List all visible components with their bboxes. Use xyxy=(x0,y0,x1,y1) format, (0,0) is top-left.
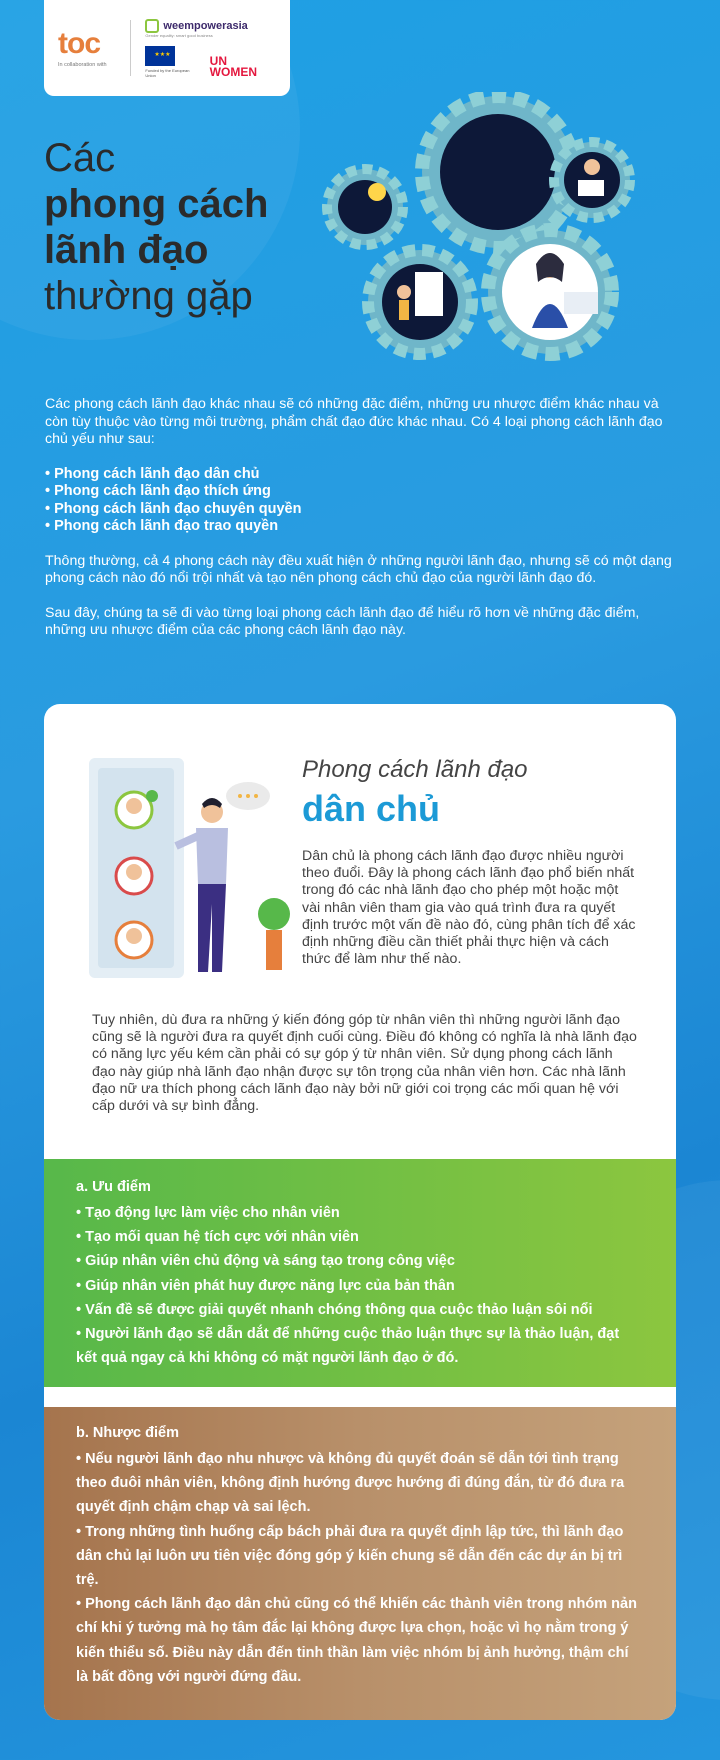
logo-card xyxy=(44,0,290,96)
intro-paragraph-2: Thông thường, cả 4 phong cách này đều xuất hiện ở những người lãnh đạo, nhưng sẽ có một dạng phong cách nào đó nổi trội nhất và tạo nên phong cách chủ đạo của người lãnh đạo đó. xyxy=(45,552,672,586)
card-title: dân chủ xyxy=(302,788,441,829)
weempower-tagline: Gender equality: smart good business xyxy=(145,32,213,38)
page-title xyxy=(44,135,268,319)
advantages-heading: a. Ưu điểm xyxy=(76,1179,151,1195)
eu-flag-icon: ★★★ xyxy=(145,46,175,66)
list-item: • Người lãnh đạo sẽ dẫn dắt để những cuộc thảo luận thực sự là thảo luận, đạt kết quả ngay cả khi không có mặt người lãnh đạo ở đó. xyxy=(76,1326,620,1367)
weempowerasia-logo: weempowerasia xyxy=(145,19,276,33)
leadership-styles-list xyxy=(45,466,675,536)
card-description: Dân chủ là phong cách lãnh đạo được nhiều người theo đuổi. Đây là phong cách lãnh đạo phổ biến nhất trong đó các nhà lãnh đạo cho phép một hoặc một vài nhân viên tham gia vào quá trình đưa ra quyết định trước một vấn đề nào đó, cùng phân tích để xác định những điều cần thiết phải thực hiện và cách thức để làm như thế nào. xyxy=(302,848,636,968)
lightbulb-icon xyxy=(368,183,386,201)
intro-section xyxy=(45,396,675,657)
title-line-4: thường gặp xyxy=(44,274,253,318)
disadvantages-section xyxy=(44,1407,676,1720)
list-item: • Giúp nhân viên phát huy được năng lực của bản thân xyxy=(76,1277,455,1294)
list-item: • Phong cách lãnh đạo thích ứng xyxy=(45,483,271,499)
intro-paragraph-1: Các phong cách lãnh đạo khác nhau sẽ có những đặc điểm, những ưu nhược điểm khác nhau và còn tùy thuộc vào từng môi trường, phẩm chất đạo đức khác nhau. Có 4 loại phong cách lãnh đạo chủ yếu như sau: xyxy=(45,396,663,447)
avatar-icon xyxy=(116,858,152,894)
democratic-style-card xyxy=(44,704,676,1720)
gear-icon xyxy=(327,169,403,245)
list-item: • Vấn đề sẽ được giải quyết nhanh chóng thông qua cuộc thảo luận sôi nổi xyxy=(76,1301,593,1318)
title-line-2: phong cách xyxy=(44,182,269,226)
title-line-3: lãnh đạo xyxy=(44,228,209,272)
list-item: • Nếu người lãnh đạo nhu nhược và không đủ quyết đoán sẽ dẫn tới tình trạng theo đuôi nhân viên, không định hướng được hướng đi đúng đắn, từ đó đưa ra quyết định chậm chạp và sai lệch. xyxy=(76,1451,625,1516)
disadvantages-heading: b. Nhược điểm xyxy=(76,1425,179,1441)
gears-illustration xyxy=(320,92,650,372)
toc-logo-text: toc xyxy=(58,26,100,60)
partner-logos xyxy=(145,19,276,78)
eu-funded-text: Funded by the European Union xyxy=(145,67,190,78)
list-item: • Phong cách lãnh đạo trao quyền xyxy=(45,518,279,534)
leader-illustration xyxy=(84,754,304,994)
advantages-section xyxy=(44,1159,676,1387)
list-item: • Trong những tình huống cấp bách phải đưa ra quyết định lập tức, thì lãnh đạo dân chủ lại luôn ưu tiên việc đóng góp ý kiến chung sẽ dẫn đến các dự án bị trì trệ. xyxy=(76,1523,624,1589)
title-line-1: Các xyxy=(44,136,116,180)
list-item: • Giúp nhân viên chủ động và sáng tạo trong công việc xyxy=(76,1253,455,1270)
list-item: • Tạo mối quan hệ tích cực với nhân viên xyxy=(76,1229,359,1246)
logo-divider xyxy=(130,20,131,76)
list-item: • Tạo động lực làm việc cho nhân viên xyxy=(76,1205,340,1221)
speech-bubble-icon xyxy=(226,782,270,810)
card-subtitle: Phong cách lãnh đạo xyxy=(302,756,528,783)
weempower-icon xyxy=(145,19,159,33)
card-body-text: Tuy nhiên, dù đưa ra những ý kiến đóng góp từ nhân viên thì những người lãnh đạo cũng sẽ là người đưa ra quyết định cuối cùng. Điều đó không có nghĩa là nhà lãnh đạo có năng lực yếu kém cần phải có sự góp ý từ nhân viên. Sử dụng phong cách lãnh đạo này giúp nhà lãnh đạo nhận được sự tôn trọng của nhân viên hơn. Các nhà lãnh đạo nữ ưa thích phong cách lãnh đạo này bởi nữ giới coi trọng các mối quan hệ với cấp dưới và sự bình đẳng. xyxy=(92,1012,637,1115)
un-women-logo: UN WOMEN xyxy=(209,53,257,79)
list-item: • Phong cách lãnh đạo dân chủ xyxy=(45,465,260,482)
list-item: • Phong cách lãnh đạo dân chủ cũng có thể khiến các thành viên trong nhóm nản chí khi ý tưởng mà họ tâm đắc lại không được lựa chọn, hoặc vì họ nằm trong ý kiến thiểu số. Điều này dẫn đến tinh thần làm việc nhóm bị ảnh hưởng, thậm chí là bất đồng với người đứng đầu. xyxy=(76,1596,637,1685)
intro-paragraph-3: Sau đây, chúng ta sẽ đi vào từng loại phong cách lãnh đạo để hiểu rõ hơn về những đặc điểm, những ưu nhược điểm của các phong cách lãnh đạo này. xyxy=(45,604,640,638)
plant-icon xyxy=(258,898,290,970)
toc-logo xyxy=(58,26,126,68)
collaboration-text: In collaboration with xyxy=(58,61,107,68)
list-item: • Phong cách lãnh đạo chuyên quyền xyxy=(45,500,302,517)
avatar-icon xyxy=(116,922,152,958)
